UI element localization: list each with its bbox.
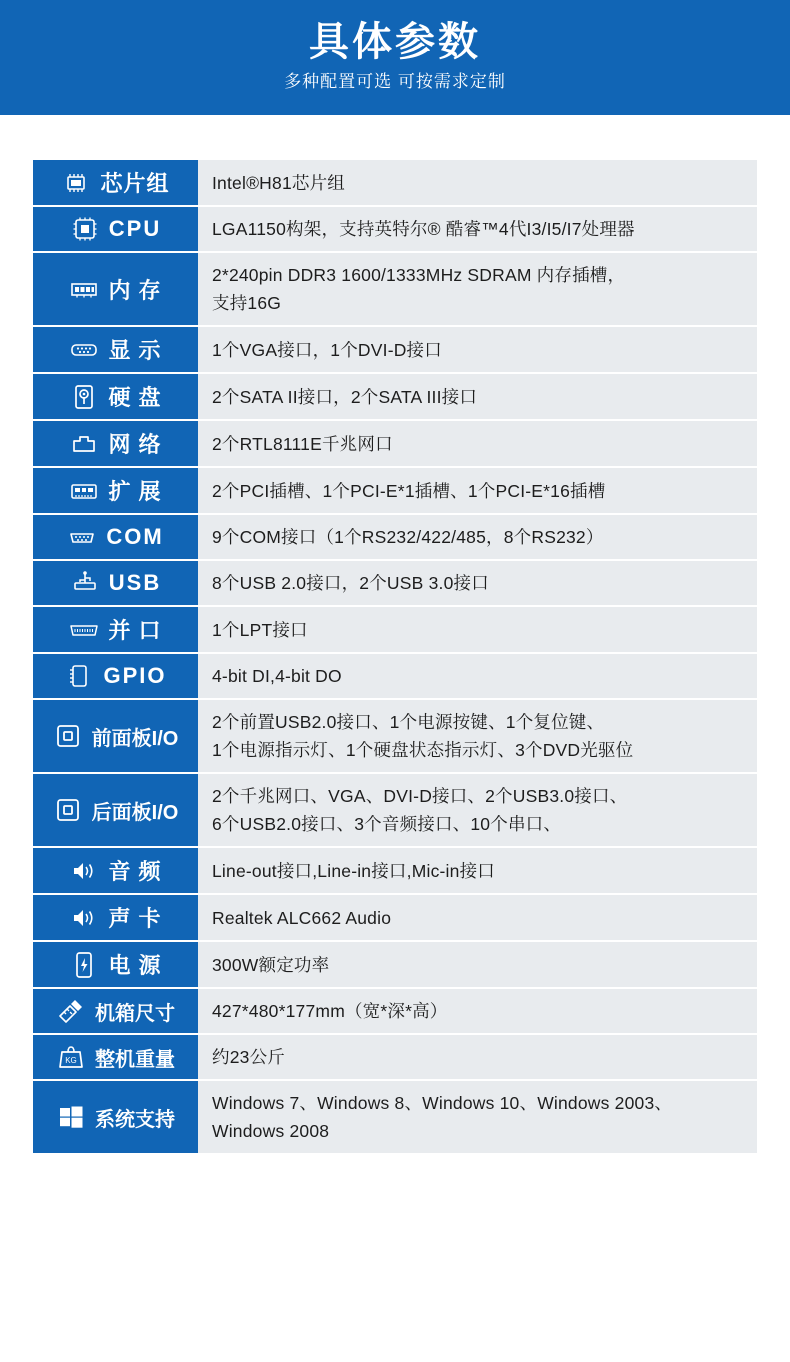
spec-value-cell <box>198 420 757 467</box>
spec-row <box>33 606 757 653</box>
spec-value-line: LGA1150构架，支持英特尔® 酷睿™4代I3/I5/I7处理器 <box>212 219 635 239</box>
spec-label-cell <box>33 467 198 514</box>
spec-row <box>33 206 757 252</box>
spec-label-text: 网 络 <box>108 432 162 457</box>
spec-value-line: 300W额定功率 <box>212 954 330 975</box>
audio-icon <box>69 856 99 886</box>
spec-label-text: CPU <box>108 216 162 241</box>
spec-label-cell <box>33 894 198 941</box>
spec-label-cell <box>33 699 198 773</box>
spec-label-cell <box>33 373 198 420</box>
spec-label-text: 芯片组 <box>100 171 170 196</box>
spec-value-line: Realtek ALC662 Audio <box>212 907 392 928</box>
spec-row <box>33 653 757 699</box>
spec-row <box>33 1034 757 1080</box>
spec-label-cell <box>33 606 198 653</box>
spec-row <box>33 988 757 1034</box>
spec-label-cell <box>33 773 198 847</box>
spec-label-text: COM <box>106 524 164 549</box>
spec-value-line: 2个前置USB2.0接口、1个电源按键、1个复位键、 <box>212 712 605 732</box>
page-subtitle: 多种配置可选 可按需求定制 <box>284 72 506 91</box>
spec-row <box>33 514 757 560</box>
weight-icon <box>56 1042 86 1072</box>
dimension-icon <box>56 996 86 1026</box>
spec-row <box>33 941 757 988</box>
chip-icon <box>61 168 91 198</box>
spec-value-cell <box>198 847 757 894</box>
spec-section <box>0 115 790 1155</box>
spec-row <box>33 847 757 894</box>
spec-label-text: 声 卡 <box>108 906 162 931</box>
spec-value-cell <box>198 252 757 326</box>
spec-value-cell <box>198 988 757 1034</box>
spec-value-line: 2个千兆网口、VGA、DVI-D接口、2个USB3.0接口、 <box>212 786 628 806</box>
spec-label-cell <box>33 206 198 252</box>
spec-label-cell <box>33 1034 198 1080</box>
spec-value-cell <box>198 699 757 773</box>
spec-value-cell <box>198 773 757 847</box>
spec-value-line: Windows 2008 <box>212 1121 330 1141</box>
spec-value-line: 8个USB 2.0接口，2个USB 3.0接口 <box>212 573 489 593</box>
spec-table <box>33 160 757 1155</box>
spec-value-line: 9个COM接口（1个RS232/422/485，8个RS232） <box>212 527 604 547</box>
com-port-icon <box>67 522 97 552</box>
spec-value-cell <box>198 941 757 988</box>
spec-label-text: 整机重量 <box>95 1048 175 1071</box>
svg-text:KG: KG <box>65 1056 77 1065</box>
spec-label-text: 机箱尺寸 <box>95 1002 175 1025</box>
memory-icon <box>69 274 99 304</box>
spec-value-line: 约23公斤 <box>212 1047 285 1067</box>
spec-value-cell <box>198 514 757 560</box>
usb-icon <box>70 568 100 598</box>
spec-row <box>33 560 757 606</box>
spec-value-line: 1个电源指示灯、1个硬盘状态指示灯、3个DVD光驱位 <box>212 740 634 760</box>
spec-value-cell <box>198 606 757 653</box>
spec-row <box>33 773 757 847</box>
spec-row <box>33 420 757 467</box>
spec-value-line: 2个RTL8111E千兆网口 <box>212 433 393 454</box>
spec-value-line: 1个VGA接口，1个DVI-D接口 <box>212 339 442 360</box>
spec-value-cell <box>198 653 757 699</box>
spec-label-cell <box>33 988 198 1034</box>
spec-label-text: 系统支持 <box>95 1108 175 1131</box>
harddisk-icon <box>69 382 99 412</box>
spec-label-text: 显 示 <box>108 338 162 363</box>
spec-value-line: 2个SATA II接口，2个SATA III接口 <box>212 386 478 407</box>
spec-label-text: 扩 展 <box>108 479 162 504</box>
windows-icon <box>56 1102 86 1132</box>
spec-value-cell <box>198 326 757 373</box>
spec-row <box>33 894 757 941</box>
spec-value-line: 支持16G <box>212 293 282 313</box>
spec-value-line: 2*240pin DDR3 1600/1333MHz SDRAM 内存插槽， <box>212 265 626 285</box>
spec-label-cell <box>33 420 198 467</box>
page-title: 具体参数 <box>309 20 481 64</box>
spec-label-cell <box>33 560 198 606</box>
spec-label-cell <box>33 252 198 326</box>
spec-label-text: 并 口 <box>108 618 162 643</box>
spec-value-cell <box>198 1034 757 1080</box>
spec-label-text: 电 源 <box>108 953 162 978</box>
gpio-icon <box>64 661 94 691</box>
spec-value-cell <box>198 373 757 420</box>
vga-port-icon <box>69 335 99 365</box>
spec-value-line: Line-out接口,Line-in接口,Mic-in接口 <box>212 860 495 881</box>
spec-label-text: 内 存 <box>108 277 162 303</box>
spec-label-cell <box>33 847 198 894</box>
spec-value-line: Intel®H81芯片组 <box>212 172 345 193</box>
soundcard-icon <box>69 903 99 933</box>
lpt-port-icon <box>69 615 99 645</box>
spec-value-cell <box>198 160 757 206</box>
spec-row <box>33 699 757 773</box>
spec-label-cell <box>33 941 198 988</box>
spec-row <box>33 326 757 373</box>
spec-value-line: 1个LPT接口 <box>212 619 308 640</box>
spec-value-cell <box>198 560 757 606</box>
spec-label-text: GPIO <box>103 663 167 688</box>
spec-row <box>33 252 757 326</box>
cpu-icon <box>70 214 100 244</box>
spec-row <box>33 160 757 206</box>
network-icon <box>69 429 99 459</box>
spec-value-cell <box>198 1080 757 1154</box>
spec-label-cell <box>33 160 198 206</box>
spec-label-text: 音 频 <box>108 859 162 884</box>
spec-label-cell <box>33 1080 198 1154</box>
front-panel-icon <box>53 721 83 751</box>
spec-label-text: USB <box>108 570 162 595</box>
spec-value-line: Windows 7、Windows 8、Windows 10、Windows 2003、 <box>212 1093 673 1113</box>
spec-value-cell <box>198 206 757 252</box>
spec-value-line: 2个PCI插槽、1个PCI-E*1插槽、1个PCI-E*16插槽 <box>212 480 606 501</box>
spec-value-cell <box>198 467 757 514</box>
spec-label-text: 后面板I/O <box>91 801 179 824</box>
spec-row <box>33 373 757 420</box>
expansion-slot-icon <box>69 476 99 506</box>
spec-label-cell <box>33 653 198 699</box>
spec-value-line: 427*480*177mm（宽*深*高） <box>212 1001 448 1021</box>
page-banner <box>0 0 790 115</box>
spec-value-cell <box>198 894 757 941</box>
spec-row <box>33 1080 757 1154</box>
spec-label-cell <box>33 326 198 373</box>
spec-row <box>33 467 757 514</box>
power-icon <box>69 950 99 980</box>
spec-value-line: 4-bit DI,4-bit DO <box>212 666 342 686</box>
spec-value-line: 6个USB2.0接口、3个音频接口、10个串口、 <box>212 814 562 834</box>
spec-label-text: 前面板I/O <box>91 727 179 750</box>
spec-label-text: 硬 盘 <box>108 385 162 410</box>
rear-panel-icon <box>53 795 83 825</box>
spec-label-cell <box>33 514 198 560</box>
